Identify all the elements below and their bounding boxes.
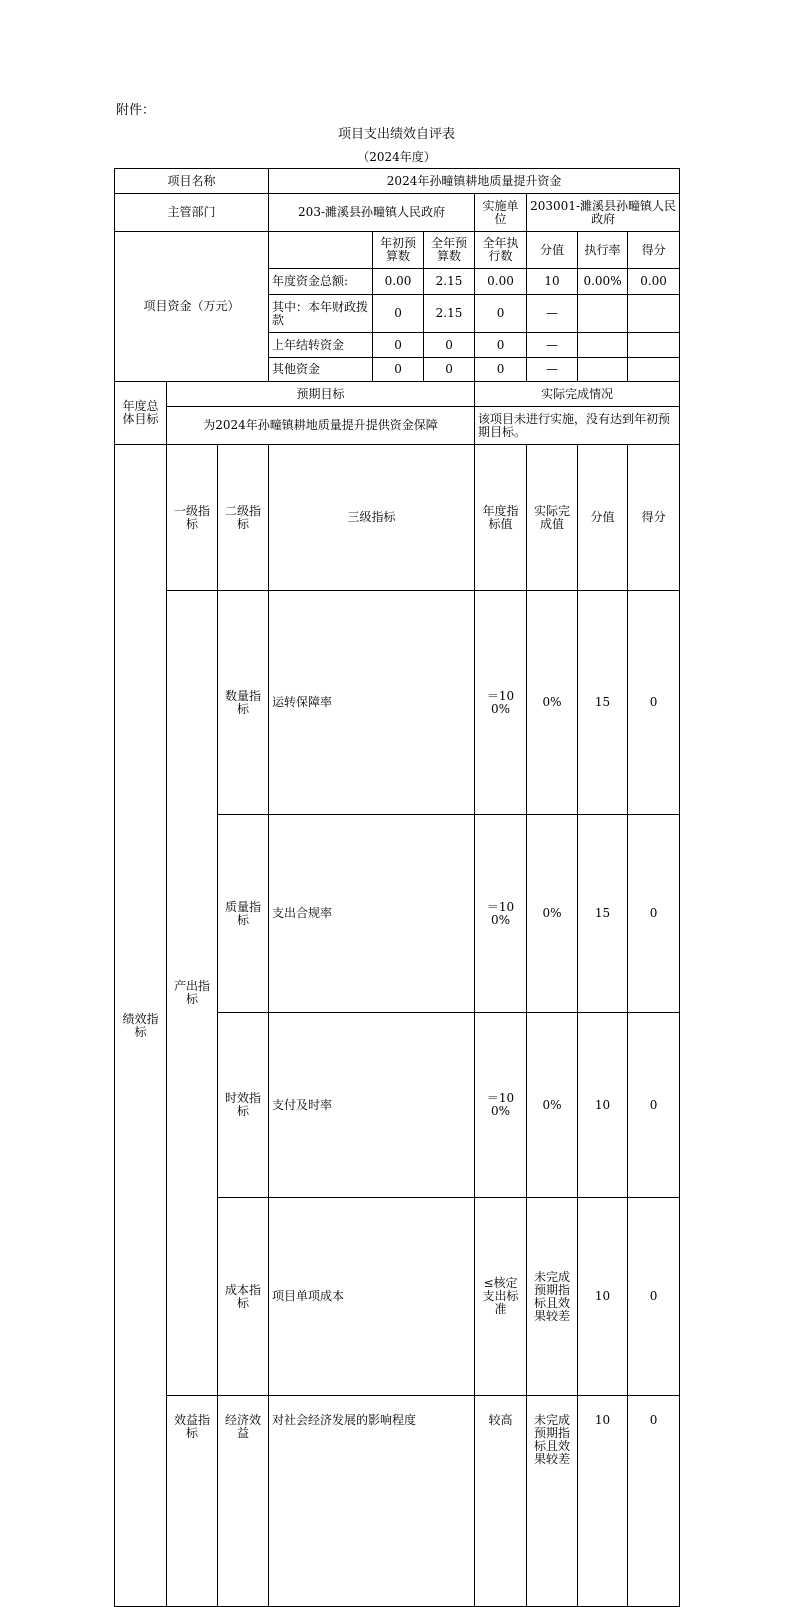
score-value: 15 xyxy=(578,591,628,815)
funds-cell: 0 xyxy=(373,295,424,333)
score-value: 15 xyxy=(578,815,628,1013)
funds-cell: 0 xyxy=(475,333,527,358)
level2-indicator: 经济效益 xyxy=(218,1396,269,1607)
level3-indicator: 项目单项成本 xyxy=(269,1198,475,1396)
level3-indicator: 支付及时率 xyxy=(269,1013,475,1198)
funds-cell: — xyxy=(527,358,578,382)
self-evaluation-table xyxy=(114,168,680,1607)
report-year: （2024年度） xyxy=(357,150,436,164)
actual-completion-text: 该项目未进行实施，没有达到年初预期目标。 xyxy=(475,407,680,445)
funds-row-label: 上年结转资金 xyxy=(269,333,373,358)
dept-label: 主管部门 xyxy=(115,194,269,232)
level3-indicator: 支出合规率 xyxy=(269,815,475,1013)
annual-target: ＝100% xyxy=(475,1013,527,1198)
attachment-label: 附件： xyxy=(116,103,156,118)
score: 0 xyxy=(628,1396,680,1607)
score-value: 10 xyxy=(578,1198,628,1396)
funds-cell xyxy=(578,358,628,382)
funds-header-cell: 全年执行数 xyxy=(475,232,527,269)
funds-row-label: 年度资金总额: xyxy=(269,269,373,295)
impl-unit-value: 203001-濉溪县孙疃镇人民政府 xyxy=(527,194,680,232)
funds-cell xyxy=(578,333,628,358)
funds-cell: 2.15 xyxy=(424,295,475,333)
score-value: 10 xyxy=(578,1013,628,1198)
annual-target: ＝100% xyxy=(475,591,527,815)
perf-header-cell: 二级指标 xyxy=(218,445,269,591)
level3-indicator: 对社会经济发展的影响程度 xyxy=(269,1396,475,1607)
impl-unit-label: 实施单位 xyxy=(475,194,527,232)
project-name-value: 2024年孙疃镇耕地质量提升资金 xyxy=(269,169,680,194)
expected-goal-text: 为2024年孙疃镇耕地质量提升提供资金保障 xyxy=(167,407,475,445)
score: 0 xyxy=(628,1198,680,1396)
annual-target: 较高 xyxy=(475,1396,527,1607)
funds-row-label: 其中：本年财政拨款 xyxy=(269,295,373,333)
funds-cell: 0 xyxy=(373,358,424,382)
funds-header-blank xyxy=(269,232,373,269)
actual-value: 0% xyxy=(527,1013,578,1198)
funds-header-cell: 分值 xyxy=(527,232,578,269)
perf-header-cell: 三级指标 xyxy=(269,445,475,591)
score: 0 xyxy=(628,1013,680,1198)
funds-cell: 10 xyxy=(527,269,578,295)
actual-value: 0% xyxy=(527,815,578,1013)
annual-target: ＝100% xyxy=(475,815,527,1013)
funds-cell xyxy=(628,358,680,382)
perf-header-cell: 一级指标 xyxy=(167,445,218,591)
funds-header-cell: 得分 xyxy=(628,232,680,269)
level2-indicator: 质量指标 xyxy=(218,815,269,1013)
perf-header-cell: 得分 xyxy=(628,445,680,591)
actual-value: 未完成预期指标且效果较差 xyxy=(527,1198,578,1396)
funds-cell xyxy=(578,295,628,333)
level2-indicator: 成本指标 xyxy=(218,1198,269,1396)
funds-cell xyxy=(628,333,680,358)
actual-value: 未完成预期指标且效果较差 xyxy=(527,1396,578,1607)
funds-cell: 0 xyxy=(475,295,527,333)
funds-cell: 0.00 xyxy=(373,269,424,295)
funds-row-label: 其他资金 xyxy=(269,358,373,382)
expected-goal-header: 预期目标 xyxy=(167,382,475,407)
funds-label: 项目资金（万元） xyxy=(115,232,269,382)
funds-cell xyxy=(628,295,680,333)
funds-cell: — xyxy=(527,333,578,358)
funds-cell: 0 xyxy=(373,333,424,358)
project-name-label: 项目名称 xyxy=(115,169,269,194)
funds-cell: 0.00% xyxy=(578,269,628,295)
perf-header-cell: 实际完成值 xyxy=(527,445,578,591)
funds-cell: 0 xyxy=(424,358,475,382)
score: 0 xyxy=(628,815,680,1013)
level2-indicator: 数量指标 xyxy=(218,591,269,815)
funds-cell: 0.00 xyxy=(628,269,680,295)
perf-header-cell: 年度指标值 xyxy=(475,445,527,591)
level2-indicator: 时效指标 xyxy=(218,1013,269,1198)
funds-cell: 2.15 xyxy=(424,269,475,295)
level1-benefit: 效益指标 xyxy=(167,1396,218,1607)
funds-header-cell: 年初预算数 xyxy=(373,232,424,269)
actual-value: 0% xyxy=(527,591,578,815)
score-value: 10 xyxy=(578,1396,628,1607)
actual-completion-header: 实际完成情况 xyxy=(475,382,680,407)
funds-header-cell: 全年预算数 xyxy=(424,232,475,269)
funds-cell: 0 xyxy=(475,358,527,382)
annual-target: ≤核定支出标准 xyxy=(475,1198,527,1396)
dept-value: 203-濉溪县孙疃镇人民政府 xyxy=(269,194,475,232)
level1-output: 产出指标 xyxy=(167,591,218,1396)
performance-label: 绩效指标 xyxy=(115,445,167,1607)
score: 0 xyxy=(628,591,680,815)
funds-cell: — xyxy=(527,295,578,333)
funds-cell: 0.00 xyxy=(475,269,527,295)
funds-cell: 0 xyxy=(424,333,475,358)
perf-header-cell: 分值 xyxy=(578,445,628,591)
level3-indicator: 运转保障率 xyxy=(269,591,475,815)
funds-header-cell: 执行率 xyxy=(578,232,628,269)
annual-goal-label: 年度总体目标 xyxy=(115,382,167,445)
page-title: 项目支出绩效自评表 xyxy=(337,127,455,142)
